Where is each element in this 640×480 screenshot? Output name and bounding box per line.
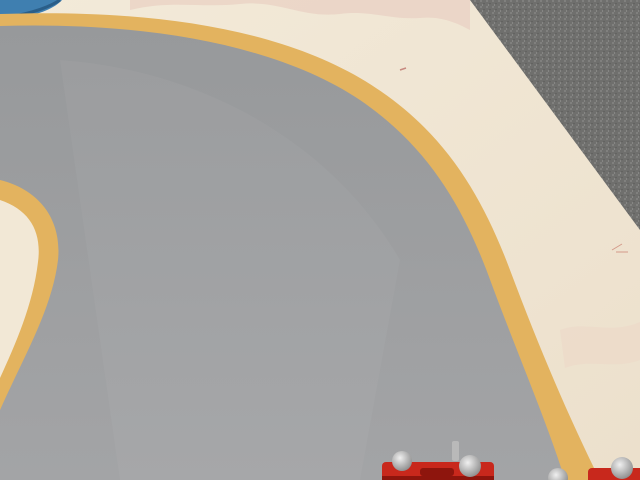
mat-hills-right bbox=[560, 322, 640, 368]
robot-bolt-2 bbox=[459, 455, 481, 477]
robot-plate-left-shadow bbox=[382, 476, 494, 480]
robot-pin bbox=[452, 441, 459, 461]
robot-slot bbox=[420, 468, 454, 476]
robot-bolt-4 bbox=[611, 457, 633, 479]
robot-bolt-1 bbox=[392, 451, 412, 471]
